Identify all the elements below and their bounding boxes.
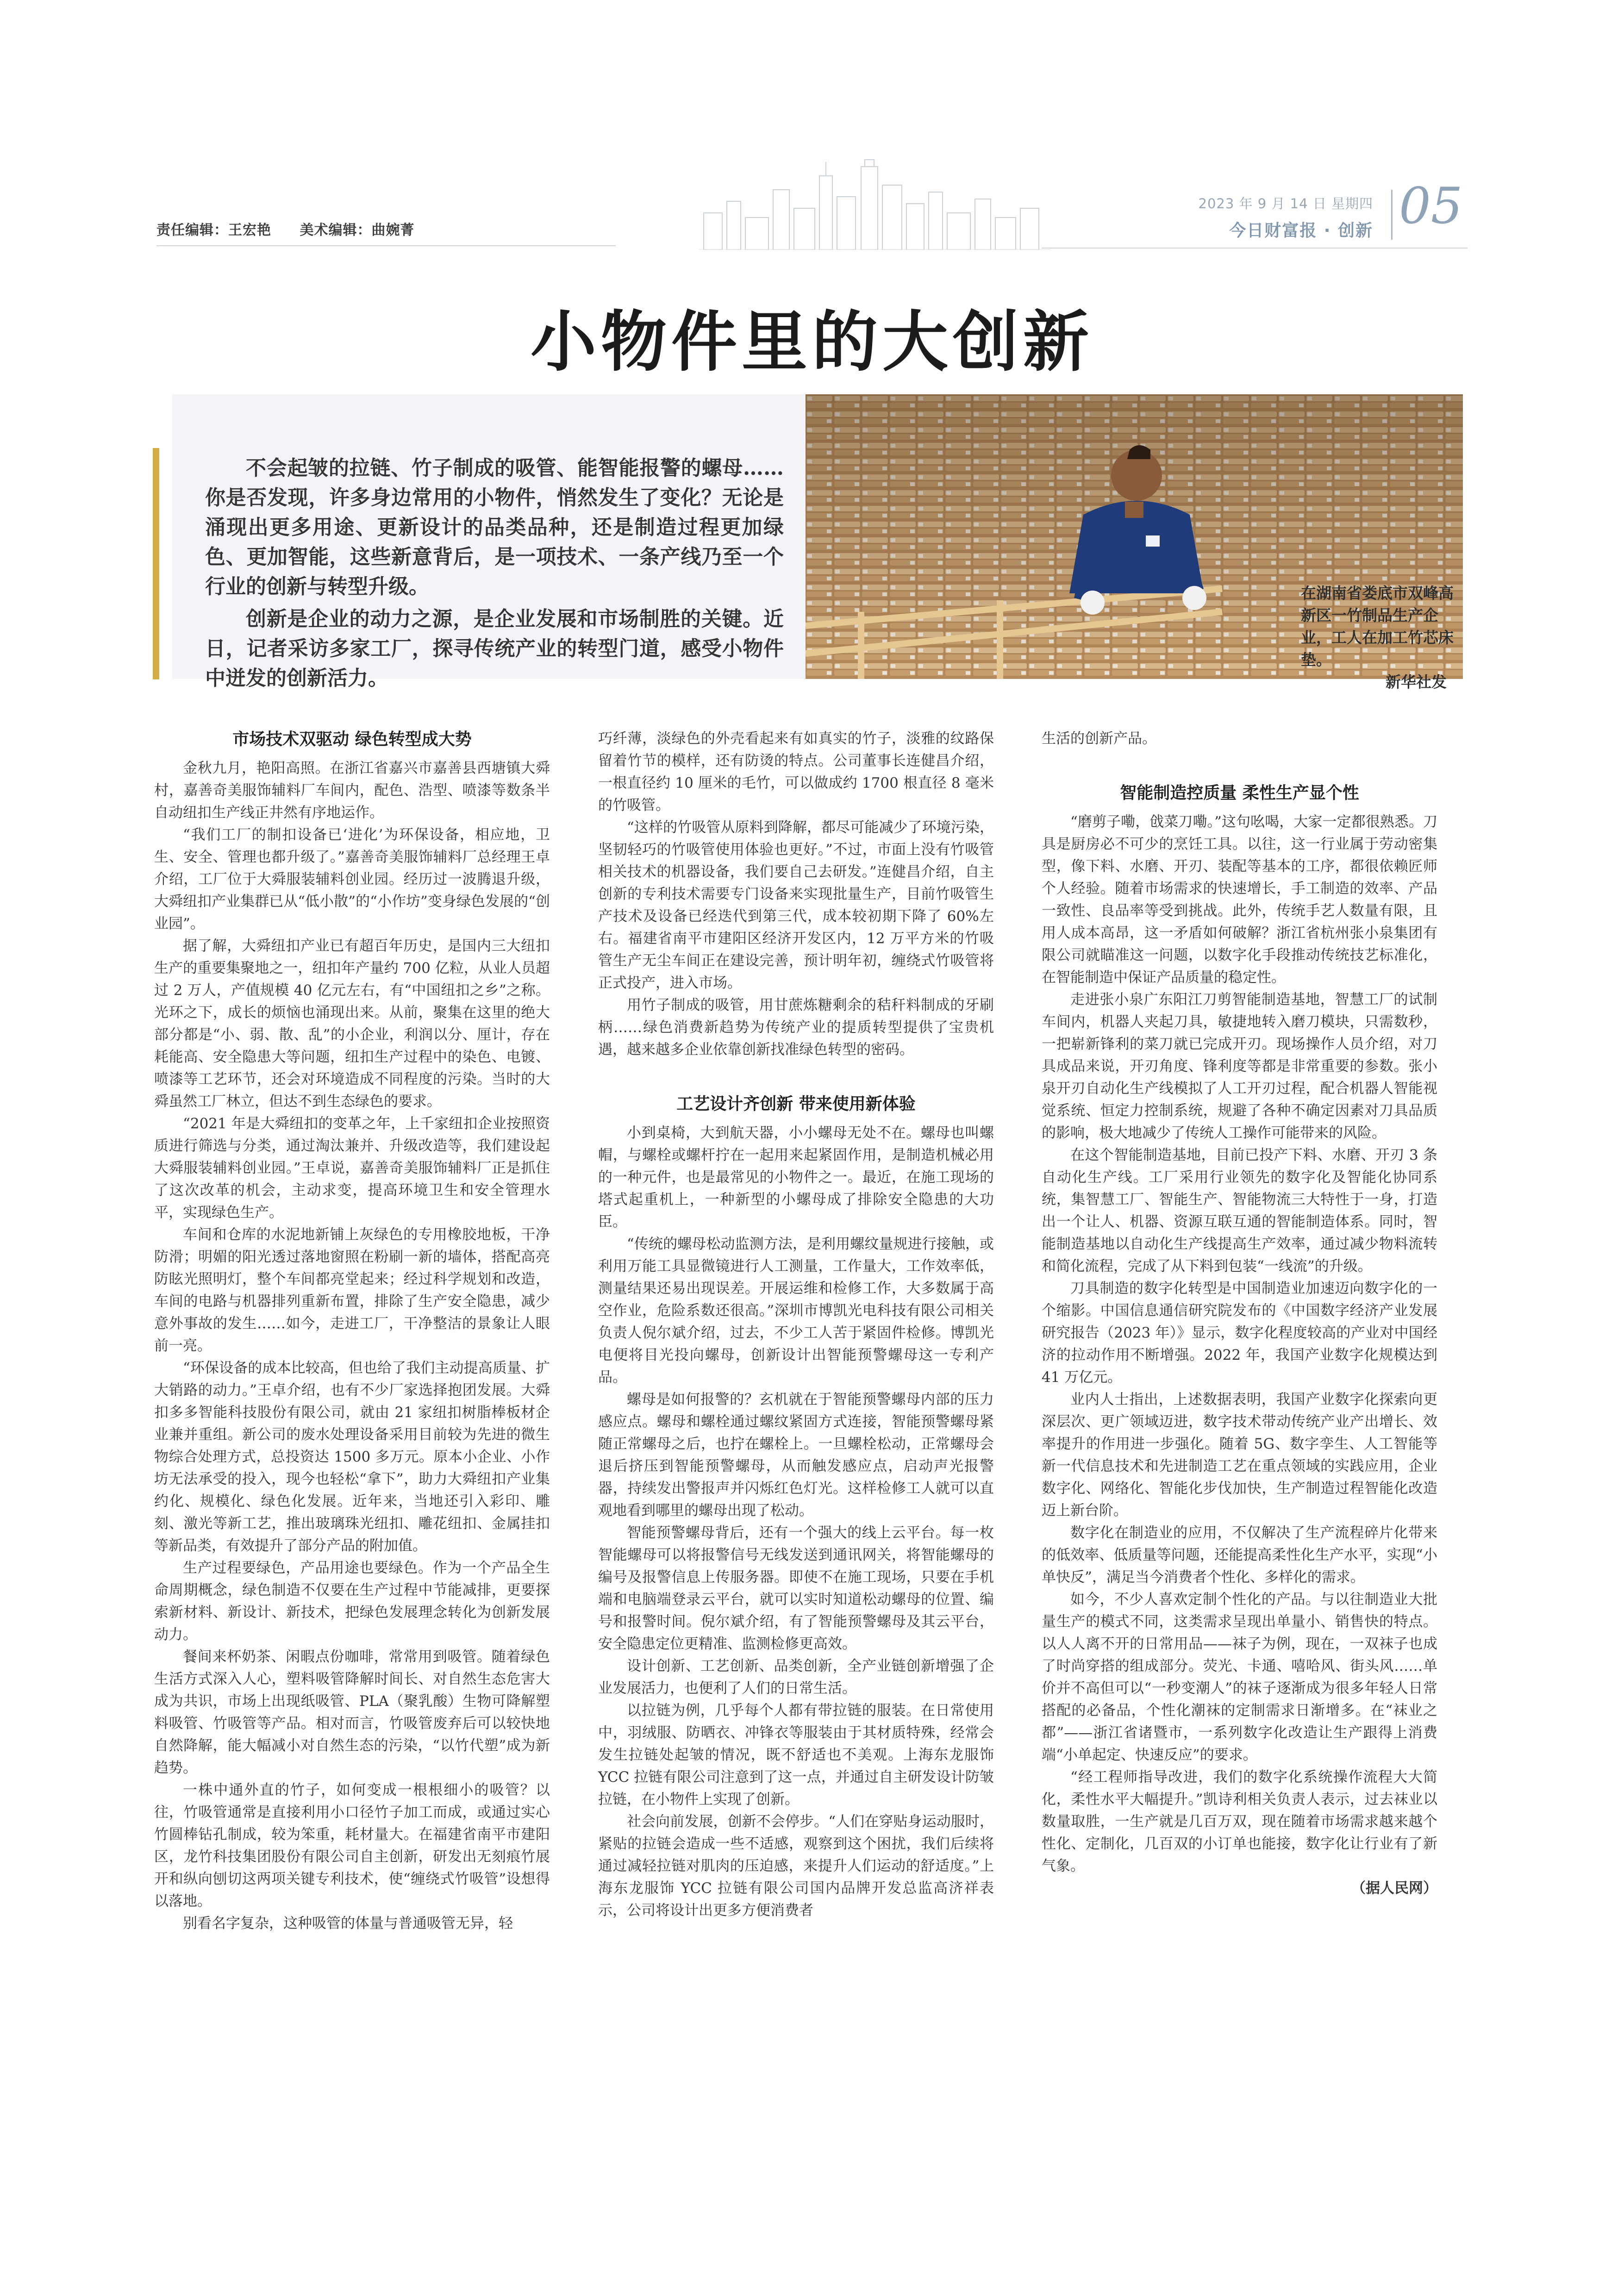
body-paragraph: “我们工厂的制扣设备已‘进化’为环保设备，相应地，卫生、安全、管理也都升级了。”嘉善奇美服饰辅料厂总经理王卓介绍，工厂位于大舜服装辅料创业园。经历过一波腾退升级，大舜纽扣产业集群已从“低小散”的“小作坊”变身绿色发展的“创业园”。: [154, 827, 550, 932]
body-paragraph: 业内人士指出，上述数据表明，我国产业数字化探索向更深层次、更广领域迈进，数字技术带动传统产业产出增长、效率提升的作用进一步强化。随着 5G、数字孪生、人工智能等新一代信息技术和先进制造工艺在重点领域的实践应用，企业数字化、网络化、智能化步伐加快，生产制造过程智能化改造迈上新台阶。: [1042, 1391, 1437, 1519]
lead-paragraph: 创新是企业的动力之源，是企业发展和市场制胜的关键。近日，记者采访多家工厂，探寻传统产业的转型门道，感受小物件中迸发的创新活力。: [205, 607, 784, 690]
editor-name: 责任编辑：王宏艳: [156, 222, 271, 238]
lead-paragraph: 不会起皱的拉链、竹子制成的吸管、能智能报警的螺母……你是否发现，许多身边常用的小物件，悄然发生了变化？无论是涌现出更多用途、更新设计的品类品种，还是制造过程更加绿色、更加智能，这些新意背后，是一项技术、一条产线乃至一个行业的创新与转型升级。: [205, 456, 784, 598]
body-paragraph: 用竹子制成的吸管，用甘蔗炼糖剩余的秸秆料制成的牙刷柄……绿色消费新趋势为传统产业的提质转型提供了宝贵机遇，越来越多企业依靠创新找准绿色转型的密码。: [598, 997, 994, 1058]
issue-date: 2023 年 9 月 14 日 星期四: [1198, 196, 1373, 212]
lead-summary: [205, 454, 784, 696]
body-paragraph: 生产过程要绿色，产品用途也要绿色。作为一个产品全生命周期概念，绿色制造不仅要在生产过程中节能减排，更要探索新材料、新设计、新技术，把绿色发展理念转化为创新发展动力。: [154, 1560, 550, 1643]
article-column-1: [154, 728, 550, 1935]
body-paragraph: 刀具制造的数字化转型是中国制造业加速迈向数字化的一个缩影。中国信息通信研究院发布的《中国数字经济产业发展研究报告（2023 年）》显示，数字化程度较高的产业对中国经济的拉动作用不断增强。2022 年，我国产业数字化规模达到 41 万亿元。: [1042, 1280, 1437, 1386]
body-paragraph: 社会向前发展，创新不会停步。“人们在穿贴身运动服时，紧贴的拉链会造成一些不适感，观察到这个困扰，我们后续将通过减轻拉链对肌肉的压迫感，来提升人们运动的舒适度。”上海东龙服饰 YCC 拉链有限公司国内品牌开发总监高济祥表示，公司将设计出更多方便消费者: [598, 1813, 994, 1919]
body-paragraph: 别看名字复杂，这种吸管的体量与普通吸管无异，轻: [183, 1915, 513, 1932]
masthead-divider-left: [156, 245, 616, 246]
body-paragraph: 餐间来杯奶茶、闲暇点份咖啡，常常用到吸管。随着绿色生活方式深入人心，塑料吸管降解时间长、对自然生态危害大成为共识，市场上出现纸吸管、PLA（聚乳酸）生物可降解塑料吸管、竹吸管等产品。相对而言，竹吸管废弃后可以较快地自然降解，能大幅减小对自然生态的污染，“以竹代塑”成为新趋势。: [154, 1649, 550, 1776]
body-paragraph: 一株中通外直的竹子，如何变成一根根细小的吸管？以往，竹吸管通常是直接利用小口径竹子加工而成，或通过实心竹圆棒钻孔制成，较为笨重，耗材量大。在福建省南平市建阳区，龙竹科技集团股份有限公司自主创新，研发出无刻痕竹展开和纵向刨切这两项关键专利技术，使“缠绕式竹吸管”设想得以落地。: [154, 1782, 550, 1910]
art-editor-name: 美术编辑：曲婉菁: [300, 222, 415, 238]
body-paragraph: “环保设备的成本比较高，但也给了我们主动提高质量、扩大销路的动力。”王卓介绍，也有不少厂家选择抱团发展。大舜扣多多智能科技股份有限公司，就由 21 家纽扣树脂棒板材企业兼并重组。新公司的废水处理设备采用目前较为先进的微生物综合处理方式，总投资达 1500 多万元。原本小企业、小作坊无法承受的投入，现今也轻松“拿下”，助力大舜纽扣产业集约化、规模化、绿色化发展。近年来，当地还引入彩印、雕刻、激光等新工艺，推出玻璃珠光纽扣、雕花纽扣、金属挂扣等新品类，有效提升了部分产品的附加值。: [154, 1360, 550, 1554]
page-number-divider: [1391, 190, 1393, 240]
body-paragraph: 如今，不少人喜欢定制个性化的产品。与以往制造业大批量生产的模式不同，这类需求呈现出单量小、销售快的特点。以人人离不开的日常用品——袜子为例，现在，一双袜子也成了时尚穿搭的组成部分。荧光、卡通、嘻哈风、街头风……单价并不高但可以“一秒变潮人”的袜子逐渐成为很多年轻人日常搭配的必备品，个性化潮袜的定制需求日渐增多。在“袜业之都”——浙江省诸暨市，一系列数字化改造让生产跟得上消费端“小单起定、快速反应”的要求。: [1042, 1591, 1437, 1763]
article-headline: 小物件里的大创新: [531, 304, 1093, 380]
body-paragraph: “这样的竹吸管从原料到降解，都尽可能减少了环境污染，坚韧轻巧的竹吸管使用体验也更好。”不过，市面上没有竹吸管相关技术的机器设备，我们要自己去研发。”连健昌介绍，自主创新的专利技术需要专门设备来实现批量生产，目前竹吸管生产技术及设备已经迭代到第三代，成本较初期下降了 60%左右。福建省南平市建阳区经济开发区内，12 万平方米的竹吸管生产无尘车间正在建设完善，预计明年初，缠绕式竹吸管将正式投产，进入市场。: [598, 819, 994, 991]
body-paragraph: “磨剪子嘞，戗菜刀嘞。”这句吆喝，大家一定都很熟悉。刀具是厨房必不可少的烹饪工具。以往，这一行业属于劳动密集型，像下料、水磨、开刃、装配等基本的工序，都很依赖匠师个人经验。随着市场需求的快速增长，手工制造的效率、产品一致性、良品率等受到挑战。此外，传统手艺人数量有限，且用人成本高昂，这一矛盾如何破解？浙江省杭州张小泉集团有限公司就瞄准这一问题，以数字化手段推动传统技艺标准化，在智能制造中保证产品质量的稳定性。: [1042, 814, 1437, 986]
photo-caption: [1301, 582, 1468, 693]
page-number: 05: [1399, 177, 1463, 235]
body-paragraph: 螺母是如何报警的？玄机就在于智能预警螺母内部的压力感应点。螺母和螺栓通过螺纹紧固方式连接，智能预警螺母紧随正常螺母之后，也拧在螺栓上。一旦螺栓松动，正常螺母会退后挤压到智能预警螺母，从而触发感应点，启动声光报警器，持续发出警报声并闪烁红色灯光。这样检修工人就可以直观地看到哪里的螺母出现了松动。: [598, 1391, 994, 1519]
body-paragraph: 据了解，大舜纽扣产业已有超百年历史，是国内三大纽扣生产的重要集聚地之一，纽扣年产量约 700 亿粒，从业人员超过 2 万人，产值规模 40 亿元左右，有“中国纽扣之乡”之称。光环之下，成长的烦恼也涌现出来。从前，聚集在这里的绝大部分都是“小、弱、散、乱”的小企业，利润以分、厘计，存在耗能高、安全隐患大等问题，纽扣生产过程中的染色、电镀、喷漆等工艺环节，还会对环境造成不同程度的污染。当时的大舜虽然工厂林立，但达不到生态绿色的要求。: [154, 938, 550, 1110]
masthead-divider-right: [1042, 248, 1468, 249]
editor-credits: [156, 218, 437, 239]
article-source: （据人民网）: [1351, 1880, 1437, 1897]
section-heading: 智能制造控质量 柔性生产显个性: [1120, 784, 1359, 803]
body-paragraph: “经工程师指导改进，我们的数字化系统操作流程大大简化，柔性水平大幅提升。”凯诗利相关负责人表示，过去袜业以数量取胜，一生产就是几百万双，现在随着市场需求越来越个性化、定制化，几百双的小订单也能接，数字化让行业有了新气象。: [1042, 1769, 1437, 1874]
section-heading: 市场技术双驱动 绿色转型成大势: [232, 730, 472, 749]
body-paragraph: 在这个智能制造基地，目前已投产下料、水磨、开刃 3 条自动化生产线。工厂采用行业领先的数字化及智能化协同系统，集智慧工厂、智能生产、智能物流三大特性于一身，打造出一个让人、机器、资源互联互通的智能制造体系。同时，智能制造基地以自动化生产线提高生产效率，通过减少物料流转和简化流程，完成了从下料到包装“一线流”的升级。: [1042, 1147, 1437, 1275]
body-paragraph: 小到桌椅，大到航天器，小小螺母无处不在。螺母也叫螺帽，与螺栓或螺杆拧在一起用来起紧固作用，是制造机械必用的一种元件，也是最常见的小物件之一。最近，在施工现场的塔式起重机上，一种新型的小螺母成了排除安全隐患的大功臣。: [598, 1125, 994, 1230]
body-paragraph: 智能预警螺母背后，还有一个强大的线上云平台。每一枚智能螺母可以将报警信号无线发送到通讯网关，将智能螺母的编号及报警信息上传服务器。即使不在施工现场，只要在手机端和电脑端登录云平台，就可以实时知道松动螺母的位置、编号和报警时间。倪尔斌介绍，有了智能预警螺母及其云平台，安全隐患定位更精准、监测检修更高效。: [598, 1524, 994, 1652]
article-column-2: [598, 728, 994, 1922]
body-paragraph: “传统的螺母松动监测方法，是利用螺纹量规进行接触，或利用万能工具显微镜进行人工测量，工作量大，工作效率低，测量结果还易出现误差。开展运维和检修工作，大多数属于高空作业，危险系数还很高。”深圳市博凯光电科技有限公司相关负责人倪尔斌介绍，过去，不少工人苦于紧固件检修。博凯光电便将目光投向螺母，创新设计出智能预警螺母这一专利产品。: [598, 1236, 994, 1386]
body-paragraph: 金秋九月，艳阳高照。在浙江省嘉兴市嘉善县西塘镇大舜村，嘉善奇美服饰辅料厂车间内，配色、浩型、喷漆等数条半自动纽扣生产线正井然有序地运作。: [154, 760, 550, 821]
body-paragraph: 车间和仓库的水泥地新铺上灰绿色的专用橡胶地板，干净防滑；明媚的阳光透过落地窗照在粉刷一新的墙体，搭配高亮防眩光照明灯，整个车间都亮堂起来；经过科学规划和改造，车间的电路与机器排列重新布置，排除了生产安全隐患，减少意外事故的发生……如今，走进工厂，干净整洁的景象让人眼前一亮。: [154, 1226, 550, 1354]
city-skyline-icon: [699, 157, 1051, 250]
body-paragraph: 设计创新、工艺创新、品类创新，全产业链创新增强了企业发展活力，也便利了人们的日常生活。: [598, 1658, 994, 1697]
body-paragraph: 巧纤薄，淡绿色的外壳看起来有如真实的竹子，淡雅的纹路保留着竹节的模样，还有防烫的特点。公司董事长连健昌介绍，一根直径约 10 厘米的毛竹，可以做成约 1700 根直径 8 毫米的竹吸管。: [598, 730, 994, 814]
lead-accent-bar: [153, 448, 159, 679]
body-paragraph: 数字化在制造业的应用，不仅解决了生产流程碎片化带来的低效率、低质量等问题，还能提高柔性化生产水平，实现“小单快反”，满足当今消费者个性化、多样化的需求。: [1042, 1524, 1437, 1586]
body-paragraph: 以拉链为例，几乎每个人都有带拉链的服装。在日常使用中，羽绒服、防晒衣、冲锋衣等服装由于其材质特殊，经常会发生拉链处起皱的情况，既不舒适也不美观。上海东龙服饰 YCC 拉链有限公司注意到了这一点，并通过自主研发设计防皱拉链，在小物件上实现了创新。: [598, 1702, 994, 1808]
photo-credit: 新华社发: [1386, 673, 1447, 691]
body-paragraph: “2021 年是大舜纽扣的变革之年，上千家纽扣企业按照资质进行筛选与分类，通过淘汰兼并、升级改造等，我们建设起大舜服装辅料创业园。”王卓说，嘉善奇美服饰辅料厂正是抓住了这次改革的机会，主动求变，提高环境卫生和安全管理水平，实现绿色生产。: [154, 1115, 550, 1221]
body-paragraph: 走进张小泉广东阳江刀剪智能制造基地，智慧工厂的试制车间内，机器人夹起刀具，敏捷地转入磨刀模块，只需数秒，一把崭新锋利的菜刀就已完成开刃。现场操作人员介绍，对刀具成品来说，开刃角度、锋利度等都是非常重要的参数。张小泉开刃自动化生产线模拟了人工开刃过程，配合机器人智能视觉系统、恒定力控制系统，规避了各种不确定因素对刀具品质的影响，极大地减少了传统人工操作可能带来的风险。: [1042, 991, 1437, 1141]
caption-text: 在湖南省娄底市双峰高新区一竹制品生产企业，工人在加工竹芯床垫。: [1301, 584, 1454, 669]
body-paragraph: 生活的创新产品。: [1042, 730, 1156, 747]
section-heading: 工艺设计齐创新 带来使用新体验: [676, 1095, 916, 1114]
paper-section-name: 今日财富报 · 创新: [1229, 221, 1373, 240]
article-column-3: [1042, 728, 1437, 1899]
